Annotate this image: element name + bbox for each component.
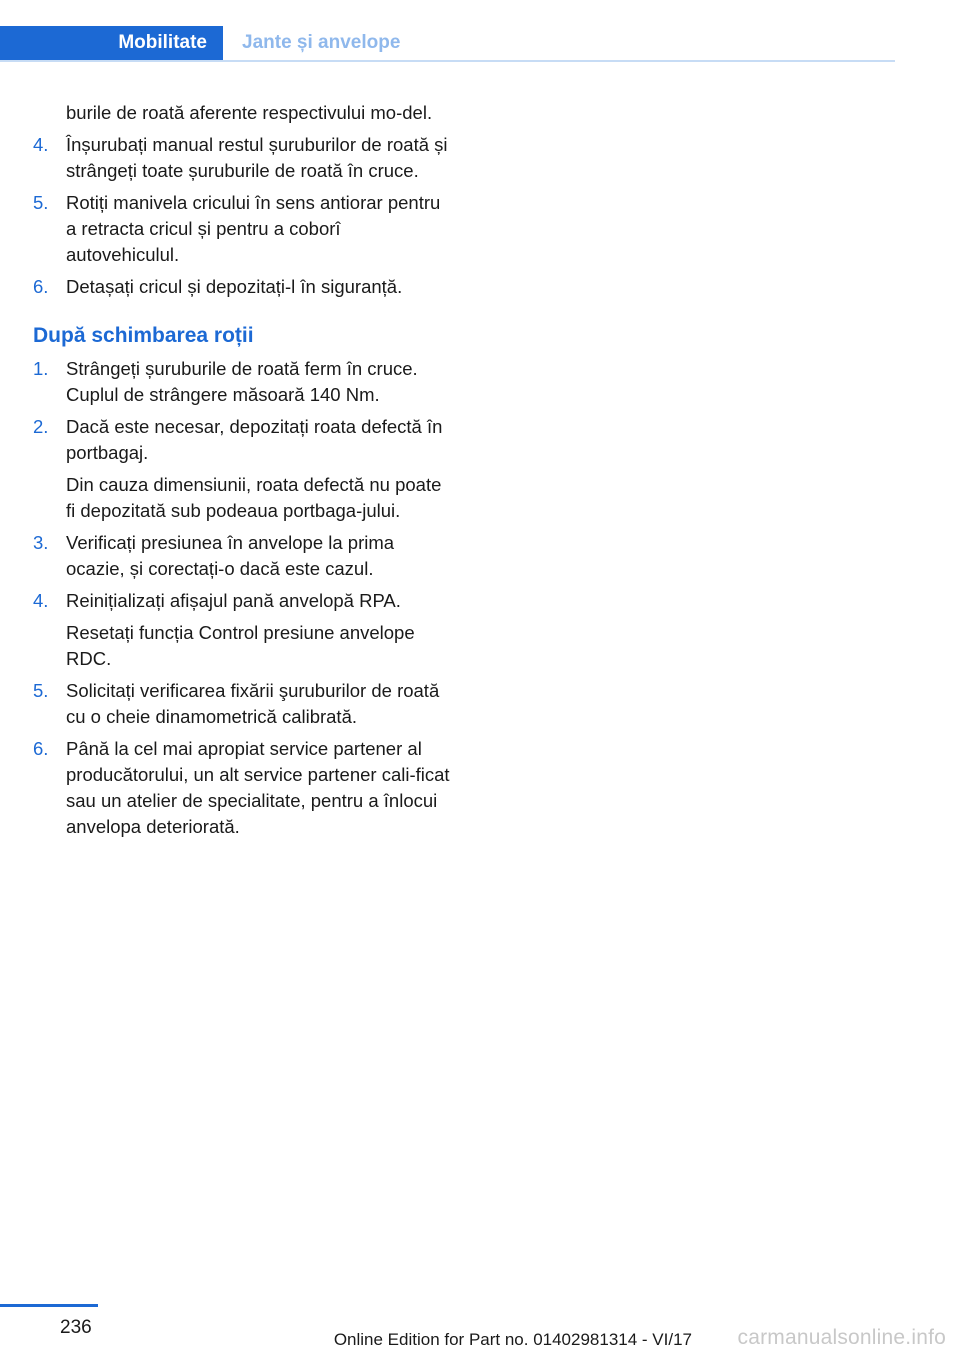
page-number: 236 <box>60 1317 92 1338</box>
step-text: Verificați presiunea în anvelope la prima ocazie, și corectați-o dacă este cazul. <box>66 532 395 579</box>
footer-accent-rule <box>0 1304 98 1307</box>
edition-note: Online Edition for Part no. 01402981314 - VI/17 <box>333 1330 692 1349</box>
list-item <box>33 190 453 268</box>
header-divider <box>0 60 895 62</box>
step-number: 6. <box>33 276 49 297</box>
list-item <box>33 736 453 840</box>
step-number: 5. <box>33 680 49 701</box>
step-number: 4. <box>33 134 49 155</box>
step-text: Strângeți șuruburile de roată ferm în cruce. Cuplul de strângere măsoară 140 Nm. <box>66 358 418 405</box>
step-number: 1. <box>33 358 49 379</box>
subsection-tab-jante: Jante și anvelope <box>242 32 401 53</box>
step-text: Dacă este necesar, depozitați roata defectă în portbagaj. <box>66 416 443 463</box>
step-number: 4. <box>33 590 49 611</box>
section-tab-mobilitate: Mobilitate <box>0 26 223 60</box>
step-text: Reinițializați afișajul pană anvelopă RPA. <box>66 590 401 611</box>
list-item <box>33 678 453 730</box>
step-note: Din cauza dimensiunii, roata defectă nu poate fi depozitată sub podeaua portbaga‐jului. <box>66 474 442 521</box>
step-number: 3. <box>33 532 49 553</box>
step-note: Resetați funcția Control presiune anvelope RDC. <box>66 622 415 669</box>
top-step-list <box>33 132 453 300</box>
section-step-list <box>33 356 453 840</box>
step-number: 6. <box>33 738 49 759</box>
list-item <box>33 132 453 184</box>
step-text: Rotiți manivela cricului în sens antiorar pentru a retracta cricul și pentru a coborî autovehiculul. <box>66 192 441 265</box>
step-number: 5. <box>33 192 49 213</box>
step-text: Detașați cricul și depozitați-l în siguranță. <box>66 276 403 297</box>
list-item <box>33 414 453 524</box>
continuation-text: burile de roată aferente respectivului mo‐del. <box>66 102 433 123</box>
list-item <box>33 530 453 582</box>
watermark: carmanualsonline.info <box>737 1326 946 1349</box>
list-item <box>33 588 453 672</box>
list-item <box>33 356 453 408</box>
step-text: Până la cel mai apropiat service partener al producătorului, un alt service partener cali‐ficat sau un atelier de specialitate, pentru a înlocui anvelopa deteriorată. <box>66 738 450 837</box>
step-text: Solicitați verificarea fixării şuruburilor de roată cu o cheie dinamometrică calibrată. <box>66 680 440 727</box>
main-content <box>33 100 453 846</box>
step-text: Înșurubați manual restul șuruburilor de roată și strângeți toate șuruburile de roată în cruce. <box>66 134 448 181</box>
page-header <box>0 26 895 62</box>
section-heading: După schimbarea roții <box>33 324 254 347</box>
list-item <box>33 274 453 300</box>
step-number: 2. <box>33 416 49 437</box>
